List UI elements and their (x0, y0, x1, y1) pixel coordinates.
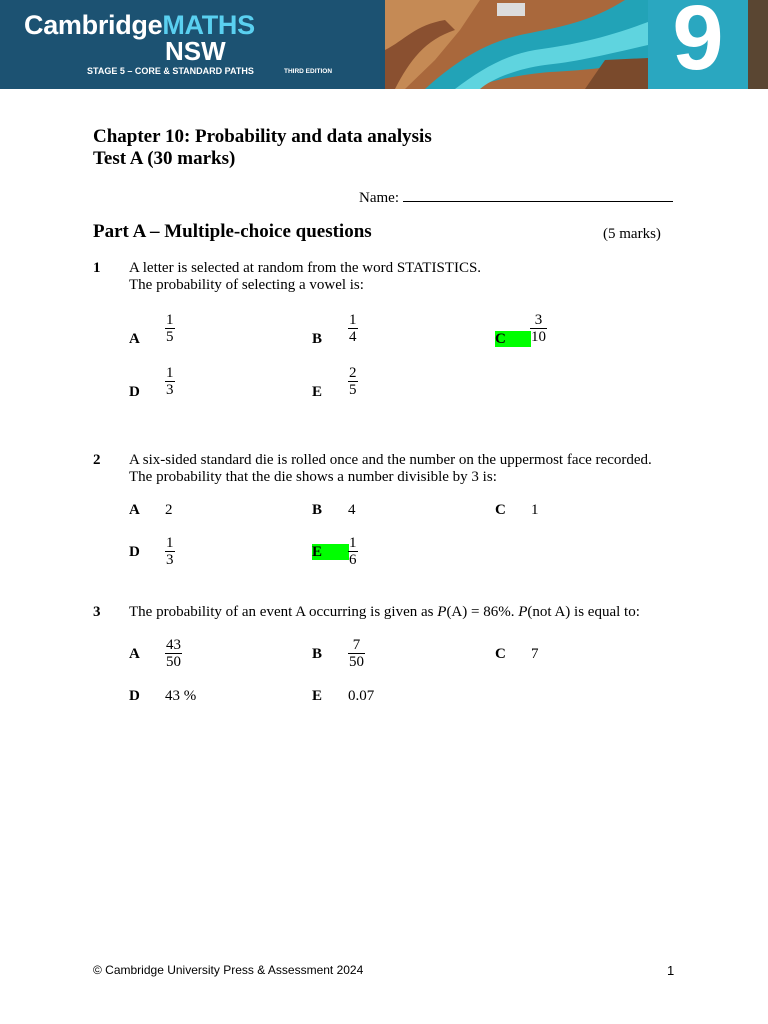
name-field[interactable] (359, 187, 673, 207)
q1-e-denominator: 5 (349, 382, 357, 398)
question-2-line-2: The probability that the die shows a number divisible by 3 is: (129, 469, 497, 485)
q2-option-b-value: 4 (348, 502, 356, 518)
q1-option-b-label[interactable]: B (312, 331, 323, 347)
year-badge (648, 0, 748, 89)
q1-a-denominator: 5 (166, 329, 174, 345)
document-title (93, 126, 432, 170)
chapter-title: Chapter 10: Probability and data analysis (93, 126, 432, 147)
q2-option-a-value: 2 (165, 502, 173, 518)
q1-e-numerator: 2 (349, 365, 357, 381)
q2-option-a-label[interactable]: A (129, 502, 140, 518)
q1-option-e-label[interactable]: E (312, 384, 323, 400)
q1-option-d-value (165, 365, 175, 398)
q3-option-a-value (165, 637, 182, 670)
part-a-marks: (5 marks) (603, 226, 661, 242)
q2-option-c-label[interactable]: C (495, 502, 506, 518)
part-a-heading: Part A – Multiple-choice questions (93, 221, 372, 242)
q3-option-a-label[interactable]: A (129, 646, 140, 662)
q1-c-denominator: 10 (531, 329, 546, 345)
q1-option-a-label[interactable]: A (129, 331, 140, 347)
stage-label: STAGE 5 – CORE & STANDARD PATHS (87, 66, 254, 76)
q2-d-denominator: 3 (166, 552, 174, 568)
question-1-line-2: The probability of selecting a vowel is: (129, 277, 364, 293)
q3-option-d-value: 43 % (165, 688, 197, 704)
q3-option-c-label[interactable]: C (495, 646, 506, 662)
q3-option-e-label[interactable]: E (312, 688, 323, 704)
header-banner (0, 0, 768, 89)
copyright-footer: © Cambridge University Press & Assessment 2024 (93, 963, 364, 977)
question-1-number: 1 (93, 260, 101, 276)
q1-option-e-value (348, 365, 358, 398)
q1-b-numerator: 1 (349, 312, 357, 328)
q1-d-numerator: 1 (166, 365, 174, 381)
q3-option-c-value: 7 (531, 646, 539, 662)
q2-option-e-value (348, 535, 358, 568)
q2-option-c-value: 1 (531, 502, 539, 518)
question-3-number: 3 (93, 604, 101, 620)
q2-option-b-label[interactable]: B (312, 502, 323, 518)
q2-option-d-label[interactable]: D (129, 544, 140, 560)
q3-option-b-value (348, 637, 365, 670)
q2-option-d-value (165, 535, 175, 568)
q3-b-denominator: 50 (349, 654, 364, 670)
q3-a-numerator: 43 (166, 637, 181, 653)
q2-e-denominator: 6 (349, 552, 357, 568)
question-3-text: The probability of an event A occurring is given as P(A) = 86%. P(not A) is equal to: (129, 604, 640, 620)
q1-a-numerator: 1 (166, 312, 174, 328)
brand-logo: CambridgeMATHS (24, 10, 255, 40)
q3-b-numerator: 7 (352, 637, 361, 653)
question-2-text (129, 452, 652, 486)
q1-option-c-label[interactable]: C (495, 331, 531, 347)
year-number: 9 (672, 0, 724, 89)
q1-option-c-value (530, 312, 547, 345)
question-2-line-1: A six-sided standard die is rolled once and the number on the uppermost face recorded. (129, 452, 652, 468)
q1-option-a-value (165, 312, 175, 345)
q3-option-b-label[interactable]: B (312, 646, 323, 662)
q2-d-numerator: 1 (166, 535, 174, 551)
q2-e-numerator: 1 (349, 535, 357, 551)
q3-option-e-value: 0.07 (348, 688, 375, 704)
banner-edge (748, 0, 768, 89)
q1-b-denominator: 4 (349, 329, 357, 345)
q1-c-numerator: 3 (534, 312, 543, 328)
edition-label: THIRD EDITION (284, 68, 333, 75)
question-1-line-1: A letter is selected at random from the word STATISTICS. (129, 260, 482, 276)
q1-option-d-label[interactable]: D (129, 384, 140, 400)
q1-d-denominator: 3 (166, 382, 174, 398)
cover-photo (385, 0, 648, 89)
brand-state: NSW (165, 36, 226, 66)
test-title: Test A (30 marks) (93, 148, 236, 169)
name-label: Name: (359, 190, 399, 206)
q2-option-e-label[interactable]: E (312, 544, 349, 560)
q3-option-d-label[interactable]: D (129, 688, 140, 704)
question-1-text (129, 260, 481, 294)
question-2-number: 2 (93, 452, 101, 468)
q3-a-denominator: 50 (166, 654, 181, 670)
name-line[interactable] (403, 187, 673, 202)
q1-option-b-value (348, 312, 358, 345)
page-number: 1 (667, 963, 675, 978)
